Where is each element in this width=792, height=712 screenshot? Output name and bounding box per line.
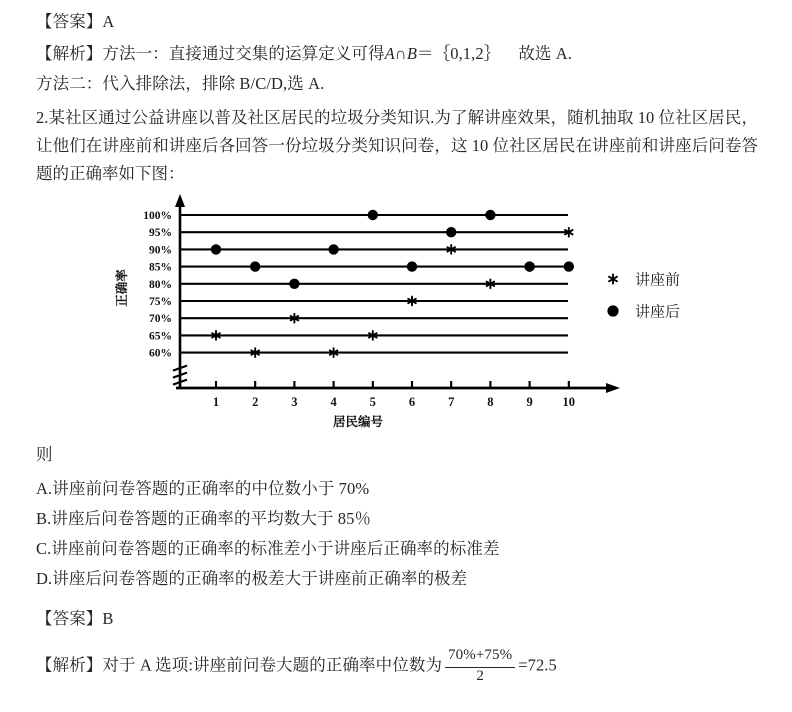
- option-b[interactable]: [36, 511, 371, 528]
- option-b-text: 讲座后问卷答题的正确率的平均数大于 85％: [51, 509, 372, 528]
- option-b-key: B.: [36, 509, 52, 528]
- math-set-a: A: [384, 44, 395, 63]
- answer-line-2: [36, 611, 114, 628]
- analysis-method-1-text: 方法一：直接通过交集的运算定义可得: [102, 44, 385, 63]
- answer-value-2: B: [102, 609, 114, 628]
- x-tick-label-4: 4: [330, 395, 337, 409]
- y-axis-title: 正确率: [115, 269, 129, 307]
- y-axis-break-icon: [173, 366, 187, 385]
- x-axis-arrow-icon: [606, 383, 620, 393]
- point-讲座后-x10-y85: [564, 261, 574, 271]
- point-讲座后-x8-y100: [485, 210, 495, 220]
- analysis-label-2: 【解析】: [36, 655, 103, 675]
- median-result: =72.5: [518, 655, 557, 675]
- y-axis-arrow-icon: [175, 194, 185, 207]
- math-result-set: ｛0,1,2｝: [433, 44, 501, 63]
- option-c-text: 讲座前问卷答题的正确率的标准差小于讲座后正确率的标准差: [51, 539, 500, 558]
- y-tick-label-60%: 60%: [149, 347, 172, 360]
- then-label: 则: [36, 445, 53, 464]
- y-tick-label-70%: 70%: [149, 313, 172, 326]
- option-d[interactable]: [36, 571, 467, 588]
- point-讲座后-x3-y80: [289, 279, 299, 289]
- legend-marker-讲座后: [607, 305, 618, 316]
- option-d-key: D.: [36, 569, 53, 588]
- x-tick-label-6: 6: [408, 395, 416, 409]
- y-tick-label-75%: 75%: [149, 296, 172, 308]
- point-讲座后-x1-y90: [211, 244, 221, 254]
- option-a[interactable]: [36, 481, 369, 498]
- y-tick-label-80%: 80%: [149, 278, 172, 291]
- point-讲座后-x7-y95: [446, 227, 456, 237]
- analysis-lead-2: 对于 A 选项:讲座前问卷大题的正确率中位数为: [102, 655, 443, 675]
- question-number: 2.: [36, 108, 49, 127]
- x-tick-label-10: 10: [562, 395, 576, 409]
- point-讲座后-x6-y85: [407, 261, 417, 271]
- median-fraction: [445, 648, 515, 685]
- x-tick-label-2: 2: [252, 395, 259, 409]
- analysis-method-2: 方法二：代入排除法，排除 B/C/D,选 A.: [36, 74, 325, 93]
- legend-label-讲座前: 讲座前: [635, 272, 681, 289]
- option-a-key: A.: [36, 479, 53, 498]
- legend-label-讲座后: 讲座后: [635, 304, 681, 321]
- analysis-line-2: [36, 648, 557, 685]
- fraction-numerator: 70%+75%: [448, 647, 513, 663]
- answer-line-1: [36, 14, 114, 31]
- point-讲座后-x4-y90: [328, 244, 338, 254]
- option-d-text: 讲座后问卷答题的正确率的极差大于讲座前正确率的极差: [52, 569, 468, 588]
- chart-svg: [108, 193, 708, 433]
- answer-label-1: 【答案】: [36, 12, 103, 31]
- question-paragraph: [36, 104, 758, 188]
- option-a-text: 讲座前问卷答题的正确率的中位数小于 70%: [52, 479, 370, 498]
- math-equals: ＝: [417, 44, 434, 63]
- y-tick-label-85%: 85%: [149, 261, 172, 274]
- x-tick-label-3: 3: [291, 395, 298, 409]
- fraction-denominator: 2: [476, 667, 484, 684]
- analysis-conclusion-1: 故选 A.: [518, 44, 572, 63]
- x-axis-title: 居民编号: [332, 415, 384, 429]
- math-set-b: B: [406, 44, 418, 63]
- x-tick-label-8: 8: [487, 395, 494, 409]
- analysis-label-1: 【解析】: [36, 44, 103, 63]
- point-讲座后-x2-y85: [250, 261, 260, 271]
- option-c-key: C.: [36, 539, 52, 558]
- analysis-line-1: [36, 46, 572, 63]
- x-tick-label-1: 1: [212, 395, 220, 409]
- x-tick-label-9: 9: [526, 395, 533, 409]
- math-intersection-icon: ∩: [394, 44, 407, 63]
- answer-label-2: 【答案】: [36, 609, 103, 628]
- y-tick-label-90%: 90%: [149, 244, 172, 257]
- y-tick-label-95%: 95%: [149, 227, 172, 240]
- y-tick-label-100%: 100%: [143, 210, 172, 222]
- accuracy-scatter-chart: [108, 193, 708, 433]
- option-c[interactable]: [36, 541, 500, 558]
- y-tick-label-65%: 65%: [149, 330, 172, 343]
- answer-value-1: A: [102, 12, 115, 31]
- legend-marker-讲座前: [609, 274, 617, 283]
- x-tick-label-5: 5: [369, 395, 376, 409]
- x-tick-label-7: 7: [448, 395, 455, 409]
- question-text: 某社区通过公益讲座以普及社区居民的垃圾分类知识.为了解讲座效果，随机抽取 10 位社区居民，让他们在讲座前和讲座后各回答一份垃圾分类知识问卷，这 10 位社区居民在讲座前和讲座后问卷答题的正确率如下图：: [36, 108, 758, 183]
- point-讲座后-x5-y100: [368, 210, 378, 220]
- point-讲座后-x9-y85: [524, 261, 534, 271]
